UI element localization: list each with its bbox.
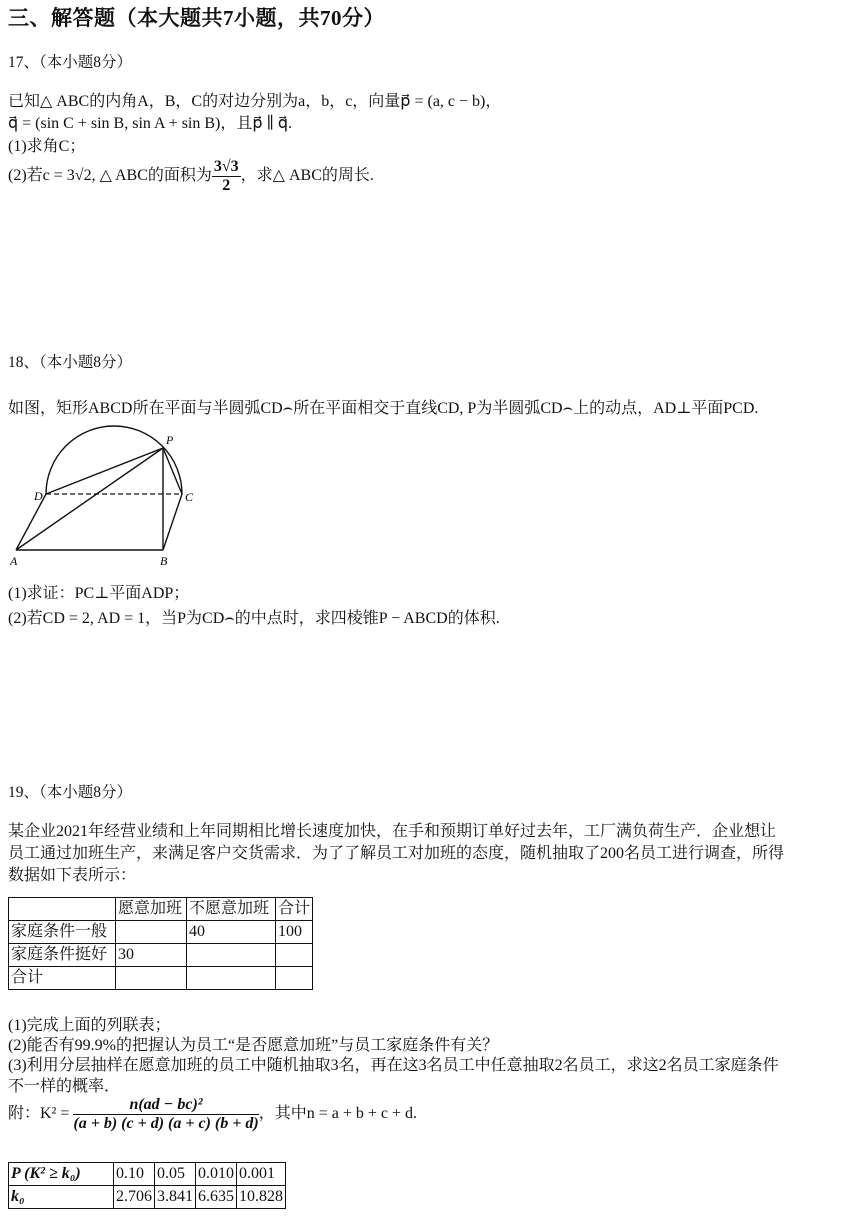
q19-part3-line1: (3)利用分层抽样在愿意加班的员工中随机抽取3名，再在这3名员工中任意抽取2名员工，求这2名员工家庭条件: [8, 1057, 779, 1074]
table-row: [9, 1163, 286, 1186]
formula-denominator: (a + b) (c + d) (a + c) (b + d): [73, 1115, 259, 1132]
table-row: [9, 967, 313, 990]
label-B: B: [160, 554, 168, 568]
formula-post: ，其中n = a + b + c + d.: [258, 1105, 417, 1123]
q19-part1: (1)完成上面的列联表；: [8, 1017, 171, 1034]
semicircle-arc: [46, 426, 182, 494]
q18-stem: 如图，矩形ABCD所在平面与半圆弧CD⌢所在平面相交于直线CD, P为半圆弧CD⌢上的动点，AD⊥平面PCD.: [8, 400, 759, 417]
line-PD: [46, 448, 163, 494]
table-cell: 合计: [276, 898, 313, 921]
q17-part1: (1)求角C；: [8, 138, 86, 155]
table-cell: [116, 967, 187, 990]
critical-value-table: [8, 1162, 286, 1209]
q18-part2: (2)若CD = 2, AD = 1，当P为CD⌢的中点时，求四棱锥P − ABCD的体积.: [8, 610, 500, 627]
label-D: D: [34, 489, 43, 503]
table-cell: [276, 967, 313, 990]
table-cell: [276, 944, 313, 967]
label-P: P: [166, 433, 174, 447]
table-cell: 40: [187, 921, 276, 944]
q19-part3-line2: 不一样的概率．: [8, 1078, 121, 1095]
table-cell: 3.841: [155, 1186, 196, 1209]
table-cell: 0.001: [237, 1163, 286, 1186]
table-cell: 10.828: [237, 1186, 286, 1209]
table-cell: 愿意加班: [116, 898, 187, 921]
q18-part1: (1)求证：PC⊥平面ADP；: [8, 585, 190, 602]
formula-pre: 附：K² =: [8, 1105, 70, 1123]
table-cell: 0.05: [155, 1163, 196, 1186]
q17-stem-line1: 已知△ ABC的内角A，B，C的对边分别为a，b，c，向量p⃗ = (a, c − b)，: [8, 93, 502, 110]
table-cell: [187, 944, 276, 967]
q17-part2: [8, 158, 374, 195]
table-cell: 30: [116, 944, 187, 967]
table-cell: [9, 898, 116, 921]
q17-stem-line2: q⃗ = (sin C + sin B, sin A + sin B)，且p⃗ ∥ q⃗.: [8, 115, 293, 132]
q19-para-line3: 数据如下表所示：: [8, 867, 137, 884]
table-cell: k₀: [9, 1186, 114, 1209]
table-row: [9, 1186, 286, 1209]
table-cell: P (K² ≥ k₀): [9, 1163, 114, 1186]
formula-numerator: n(ad − bc)²: [73, 1096, 258, 1115]
table-cell: 合计: [9, 967, 116, 990]
q19-header: 19、（本小题8分）: [8, 784, 133, 801]
contingency-table: [8, 897, 313, 990]
q17-part2-pre: (2)若c = 3√2, △ ABC的面积为: [8, 167, 212, 185]
area-fraction-denominator: 2: [222, 177, 231, 194]
table-row: [9, 944, 313, 967]
table-cell: [116, 921, 187, 944]
q18-header: 18、（本小题8分）: [8, 354, 133, 371]
line-PC: [163, 448, 182, 494]
geometry-figure: [8, 420, 208, 570]
label-C: C: [185, 490, 194, 504]
q19-para-line2: 员工通过加班生产，来满足客户交货需求．为了了解员工对加班的态度，随机抽取了200名员工进行调查，所得: [8, 845, 785, 862]
table-cell: 家庭条件挺好: [9, 944, 116, 967]
formula: [8, 1096, 417, 1133]
q17-part2-post: ，求△ ABC的周长.: [240, 167, 374, 185]
table-cell: 100: [276, 921, 313, 944]
table-row: [9, 921, 313, 944]
formula-fraction: [73, 1096, 258, 1133]
table-cell: 6.635: [196, 1186, 237, 1209]
q17-header: 17、（本小题8分）: [8, 54, 133, 71]
q19-part2: (2)能否有99.9%的把握认为员工“是否愿意加班”与员工家庭条件有关？: [8, 1037, 499, 1054]
area-fraction-numerator: 3√3: [213, 158, 239, 175]
table-header-row: [9, 898, 313, 921]
table-cell: 0.010: [196, 1163, 237, 1186]
table-cell: [187, 967, 276, 990]
table-cell: 0.10: [114, 1163, 155, 1186]
table-cell: 不愿意加班: [187, 898, 276, 921]
line-BC: [163, 494, 182, 550]
label-A: A: [10, 554, 18, 568]
q19-para-line1: 某企业2021年经营业绩和上年同期相比增长速度加快，在手和预期订单好过去年，工厂满负荷生产．企业想让: [8, 823, 777, 840]
section-title: 三、解答题（本大题共7小题，共70分）: [8, 6, 385, 30]
table-cell: 家庭条件一般: [9, 921, 116, 944]
area-fraction: [212, 158, 241, 195]
table-cell: 2.706: [114, 1186, 155, 1209]
